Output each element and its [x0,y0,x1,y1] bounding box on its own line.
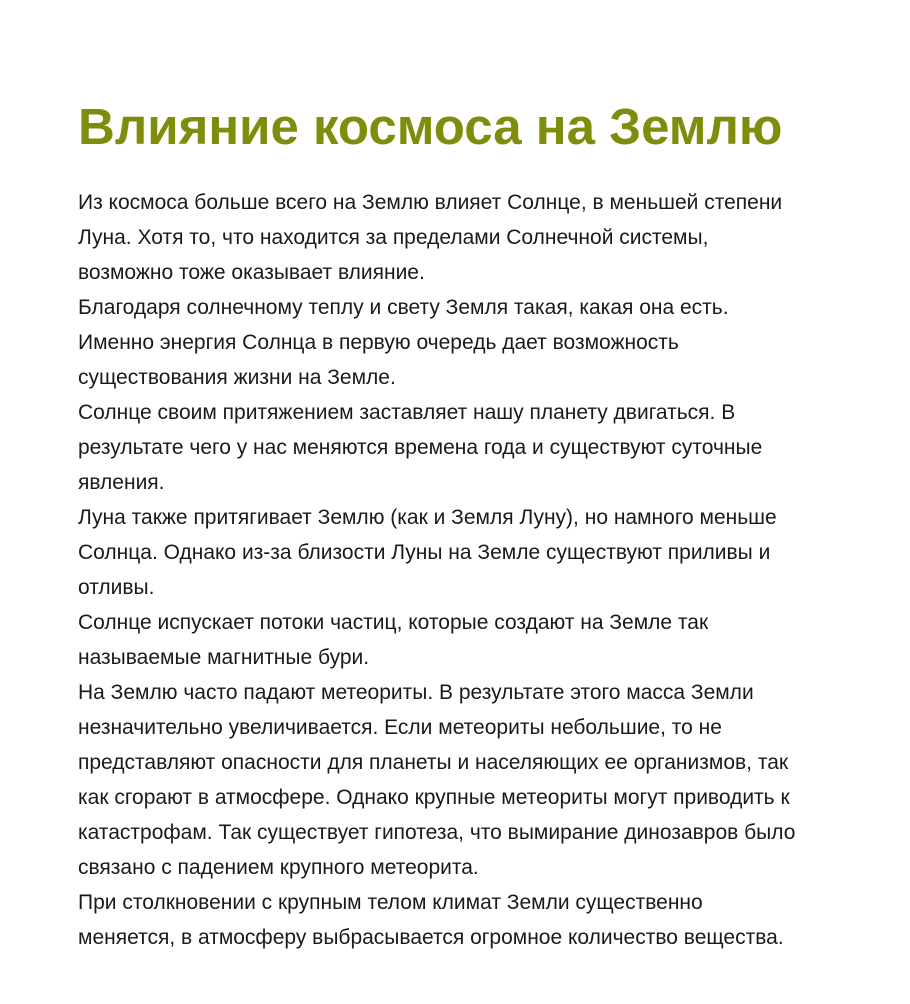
text-line: Солнце своим притяжением заставляет нашу планету двигаться. В [78,401,736,424]
text-line: отливы. [78,576,155,599]
text-line: связано с падением крупного метеорита. [78,856,479,879]
text-line: представляют опасности для планеты и населяющих ее организмов, так [78,751,789,774]
text-line: Из космоса больше всего на Землю влияет Солнце, в меньшей степени [78,191,783,214]
text-line: На Землю часто падают метеориты. В результате этого масса Земли [78,681,754,704]
text-line: возможно тоже оказывает влияние. [78,261,425,284]
body-text [78,185,878,955]
text-line: называемые магнитные бури. [78,646,370,669]
text-line: катастрофам. Так существует гипотеза, что вымирание динозавров было [78,821,796,844]
text-line: меняется, в атмосферу выбрасывается огромное количество вещества. [78,926,784,949]
page-title: Влияние космоса на Землю [78,98,783,155]
text-line: незначительно увеличивается. Если метеориты небольшие, то не [78,716,722,739]
text-line: существования жизни на Земле. [78,366,396,389]
text-line: Благодаря солнечному теплу и свету Земля такая, какая она есть. [78,296,729,319]
text-line: Солнце испускает потоки частиц, которые создают на Земле так [78,611,709,634]
text-line: результате чего у нас меняются времена года и существуют суточные [78,436,763,459]
text-line: Солнца. Однако из-за близости Луны на Земле существуют приливы и [78,541,771,564]
text-line: Луна. Хотя то, что находится за пределами Солнечной системы, [78,226,709,249]
text-line: Именно энергия Солнца в первую очередь дает возможность [78,331,679,354]
text-line: явления. [78,471,165,494]
text-line: При столкновении с крупным телом климат Земли существенно [78,891,703,914]
text-line: Луна также притягивает Землю (как и Земля Луну), но намного меньше [78,506,777,529]
text-line: как сгорают в атмосфере. Однако крупные метеориты могут приводить к [78,786,790,809]
